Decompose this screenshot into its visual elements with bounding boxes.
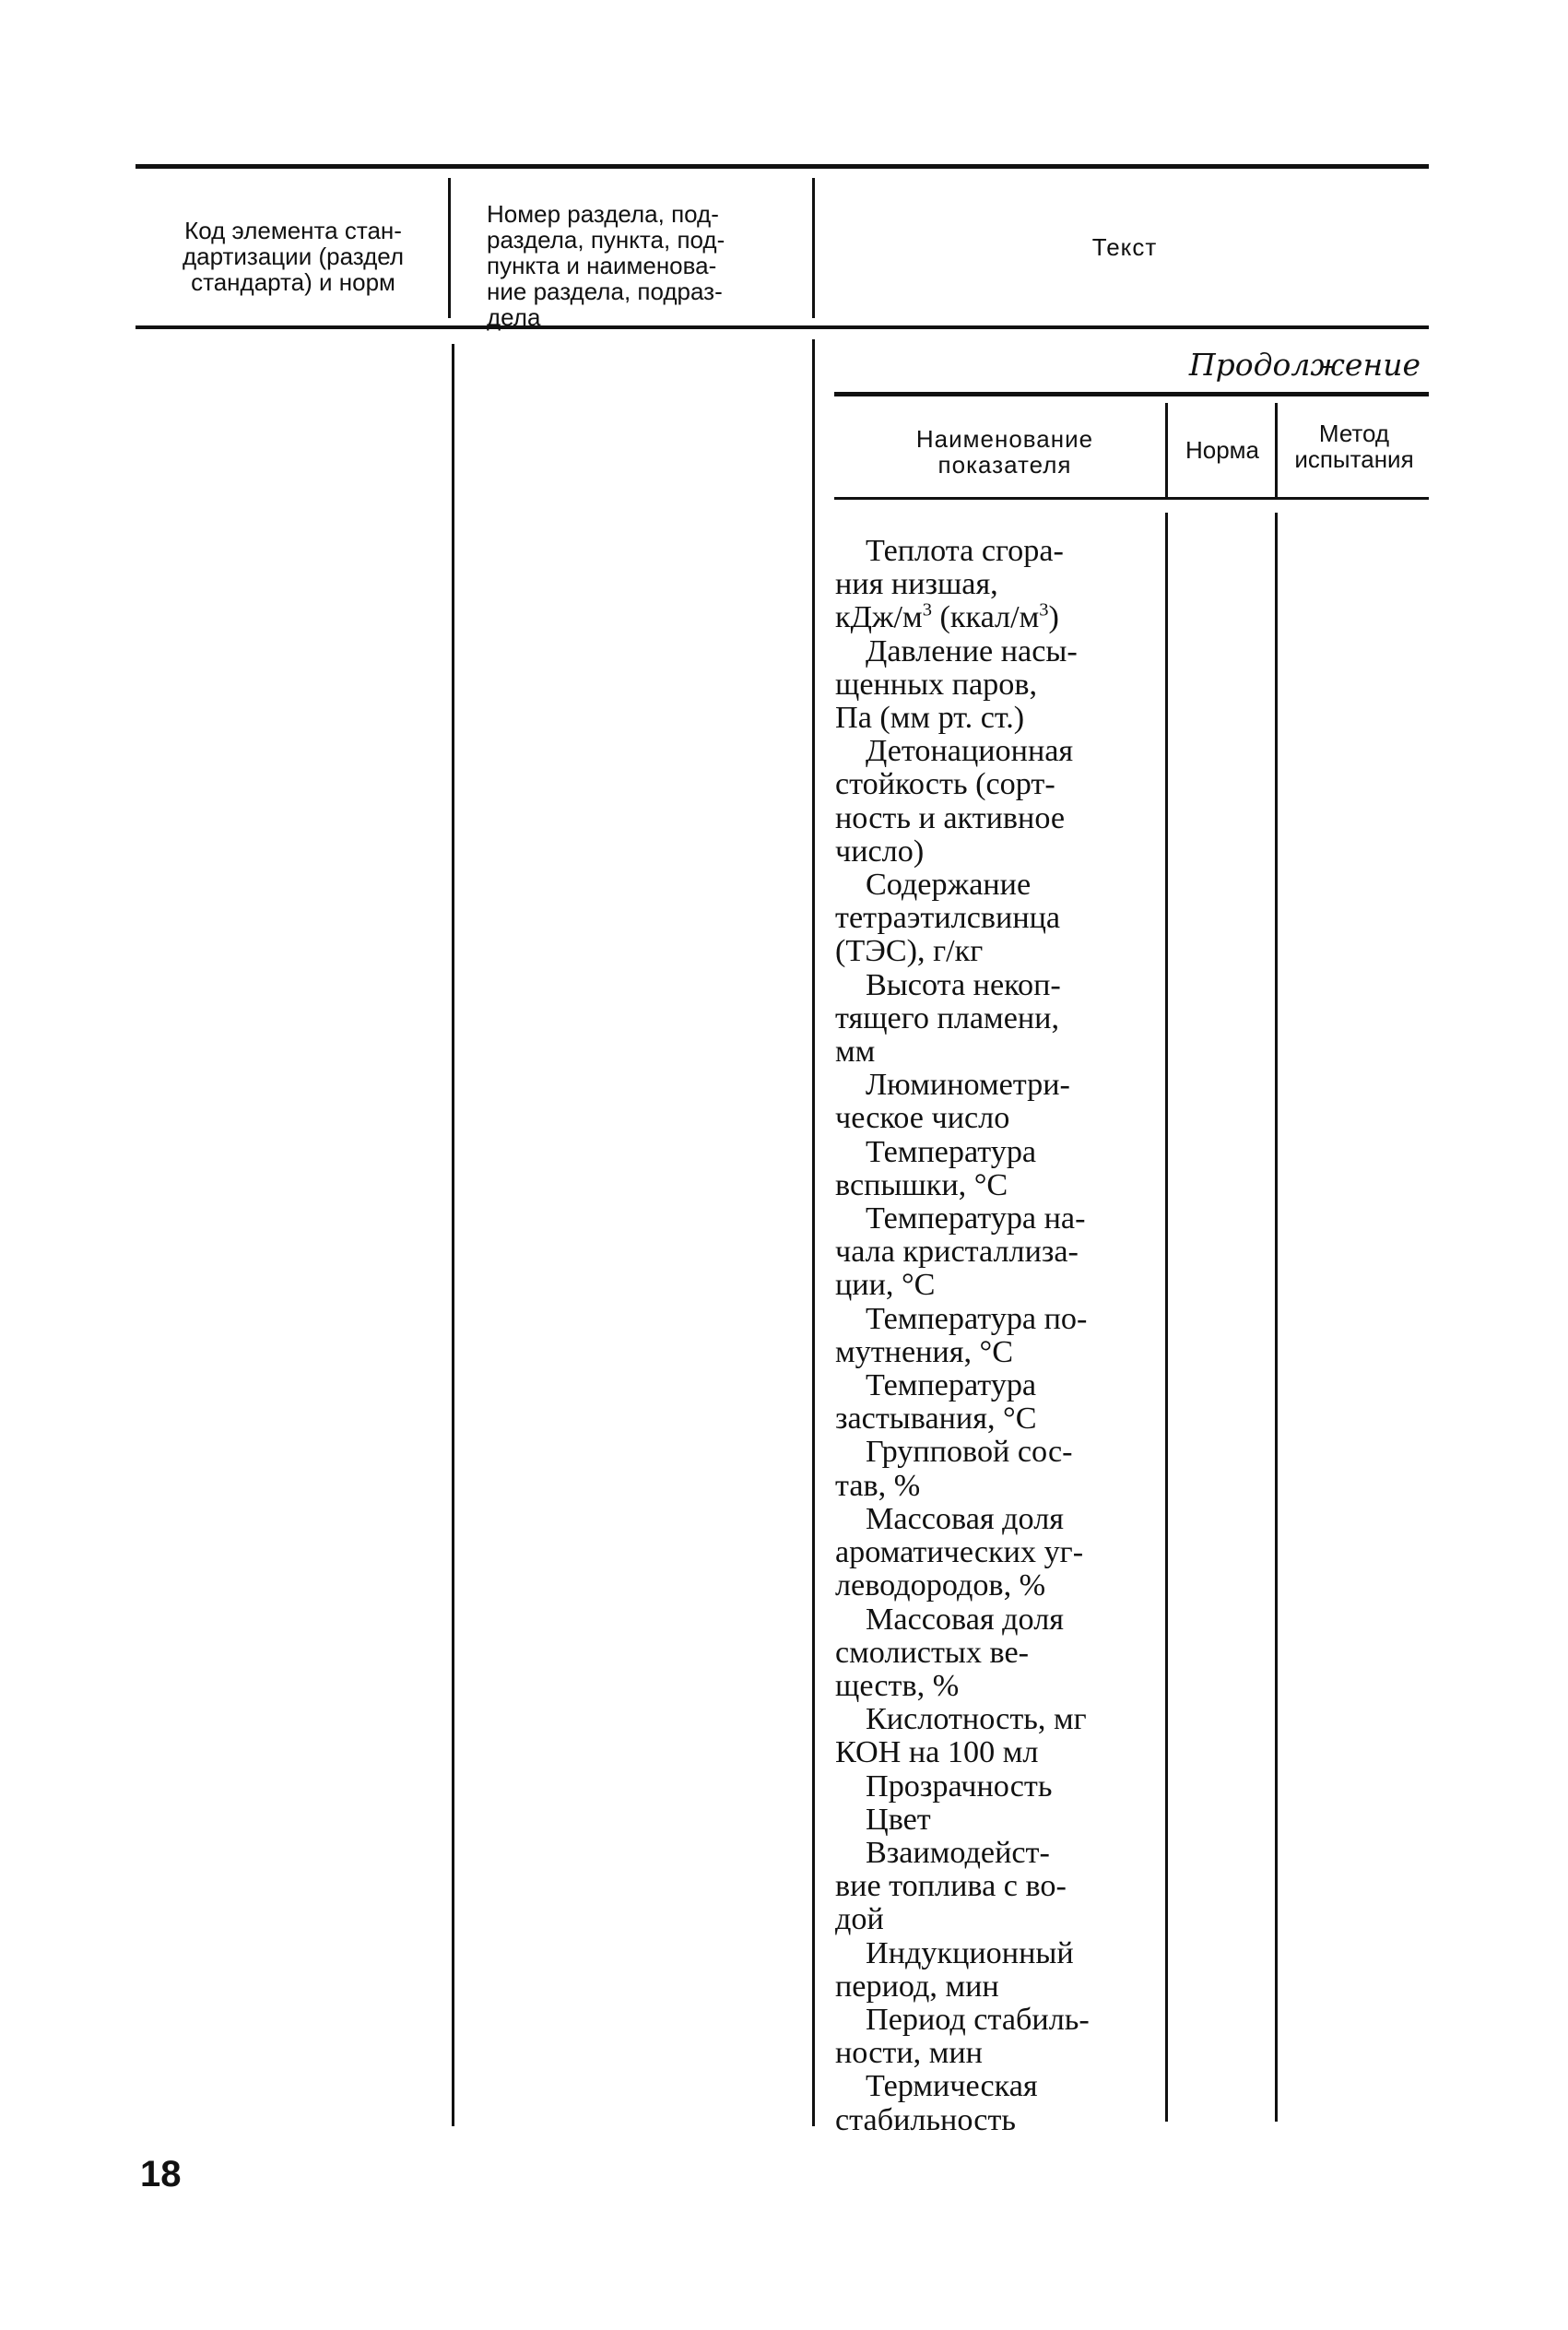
- column-divider-1-header: [448, 178, 451, 318]
- header-text: Текст: [1091, 233, 1158, 261]
- parameter-list: [835, 535, 1135, 2137]
- param-group-composition: Групповой сос- тав, %: [835, 1435, 1073, 1503]
- inner-divider-1-body: [1165, 513, 1168, 2122]
- inner-divider-1-header: [1165, 403, 1168, 497]
- column-divider-1-body: [452, 344, 454, 2126]
- param-aromatics: Массовая доля ароматических уг- леводородов, %: [835, 1501, 1084, 1603]
- inner-header-name: Наименование показателя: [915, 425, 1094, 479]
- inner-divider-2-body: [1275, 513, 1278, 2122]
- param-resins: Массовая доля смолистых ве- ществ, %: [835, 1602, 1064, 1703]
- param-tel-content: Содержание тетраэтилсвинца (ТЭС), г/кг: [835, 868, 1061, 969]
- param-acidity: Кислотность, мг КОН на 100 мл: [835, 1702, 1087, 1770]
- inner-header-norm: Норма: [1185, 436, 1260, 464]
- param-vapor-pressure: Давление насы- щенных паров, Па (мм рт. ст.): [835, 633, 1078, 736]
- param-crystallization-temp: Температура на- чала кристаллиза- ции, °С: [835, 1201, 1086, 1303]
- param-flash-point: Температура вспышки, °С: [835, 1134, 1037, 1202]
- header-code-element: Код элемента стан- дартизации (раздел стандарта) и норм: [182, 217, 405, 297]
- param-heat-of-combustion: Теплота сгора- ния низшая, кДж/$м^3$ $(ккал/м^3)$: [835, 534, 1064, 635]
- inner-header-bottom-rule: [834, 497, 1429, 500]
- param-pour-point: Температура застывания, °С: [835, 1368, 1037, 1437]
- inner-top-rule: [834, 392, 1429, 396]
- param-water-interaction: Взаимодейст- вие топлива с во- дой: [835, 1835, 1067, 1937]
- top-rule: [136, 164, 1429, 169]
- param-smoke-point: Высота некоп- тящего пламени, мм: [835, 967, 1061, 1070]
- param-stability-period: Период стабиль- ности, мин: [835, 2002, 1090, 2071]
- param-thermal-stability: Термическая стабильность: [835, 2069, 1038, 2137]
- inner-header-method: Метод испытания: [1294, 420, 1414, 474]
- param-induction-period: Индукционный период, мин: [835, 1935, 1074, 2004]
- param-luminometer-number: Люминометри- ческое число: [835, 1068, 1070, 1136]
- param-knock-resistance: Детонационная стойкость (сорт- ность и активное число): [835, 734, 1074, 869]
- param-cloud-point: Температура по- мутнения, °С: [835, 1301, 1088, 1369]
- page-number: 18: [140, 2154, 182, 2194]
- param-color: Цвет: [866, 1802, 931, 1837]
- column-divider-2-header: [812, 178, 815, 318]
- column-divider-2-body: [812, 339, 815, 2126]
- header-section-number: Номер раздела, под- раздела, пункта, под- пункта и наименова- ние раздела, подраз- дела: [487, 200, 725, 332]
- continuation-label: Продолжение: [1188, 347, 1421, 383]
- inner-divider-2-header: [1275, 403, 1278, 497]
- param-transparency: Прозрачность: [866, 1768, 1053, 1804]
